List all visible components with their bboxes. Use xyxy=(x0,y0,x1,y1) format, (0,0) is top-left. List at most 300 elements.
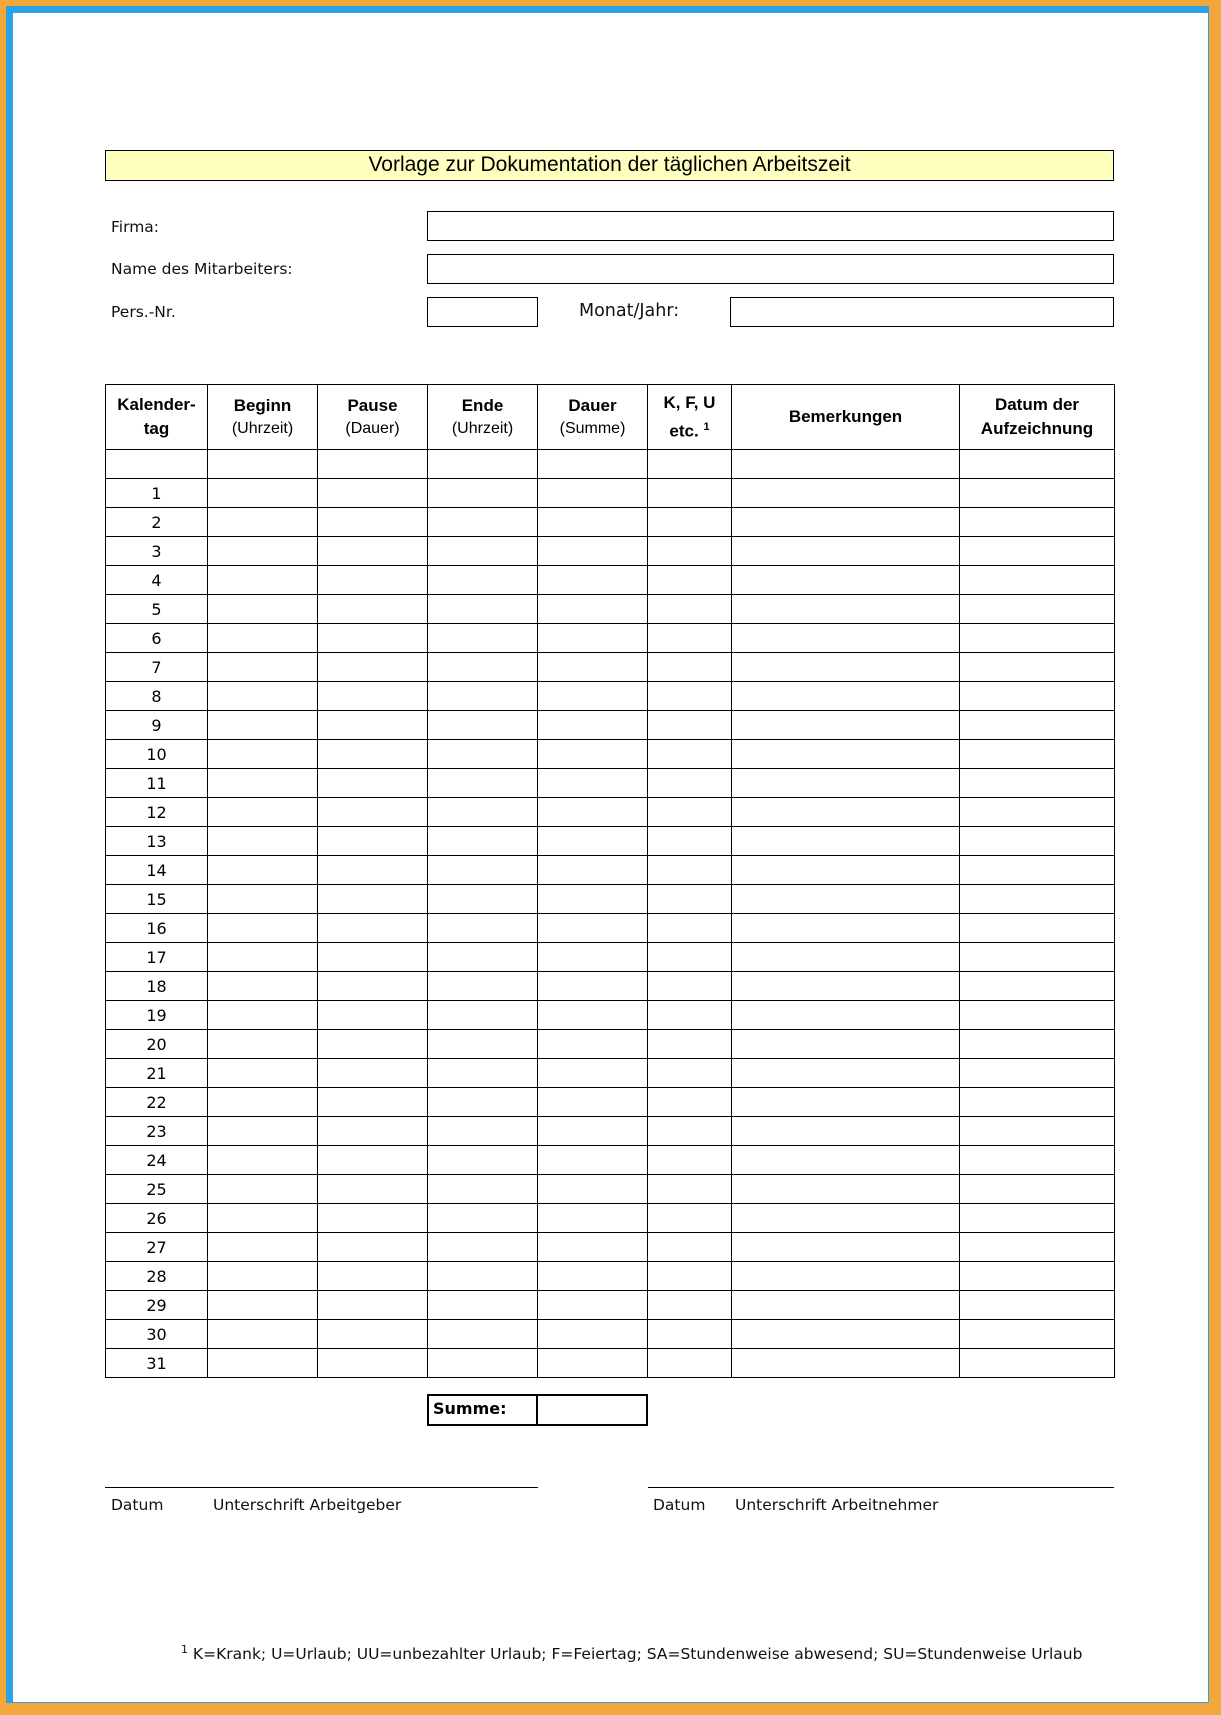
entry-cell[interactable] xyxy=(732,943,960,972)
header-dauer: Dauer (Summe) xyxy=(538,385,648,450)
entry-cell[interactable] xyxy=(648,1001,732,1030)
day-cell: 5 xyxy=(106,595,208,624)
entry-cell[interactable] xyxy=(538,566,648,595)
entry-cell[interactable] xyxy=(428,537,538,566)
entry-cell[interactable] xyxy=(318,1030,428,1059)
entry-cell[interactable] xyxy=(960,450,1115,479)
entry-cell[interactable] xyxy=(208,769,318,798)
entry-cell[interactable] xyxy=(428,856,538,885)
day-cell: 8 xyxy=(106,682,208,711)
entry-cell[interactable] xyxy=(318,653,428,682)
entry-cell[interactable] xyxy=(732,1117,960,1146)
day-cell: 31 xyxy=(106,1349,208,1378)
entry-cell[interactable] xyxy=(208,972,318,1001)
entry-cell[interactable] xyxy=(732,1233,960,1262)
day-cell: 3 xyxy=(106,537,208,566)
entry-cell[interactable] xyxy=(648,682,732,711)
entry-cell[interactable] xyxy=(318,479,428,508)
firma-field[interactable] xyxy=(427,211,1114,241)
entry-cell[interactable] xyxy=(428,914,538,943)
entry-cell[interactable] xyxy=(208,1349,318,1378)
entry-cell[interactable] xyxy=(648,1117,732,1146)
entry-cell[interactable] xyxy=(648,1233,732,1262)
entry-cell[interactable] xyxy=(428,1001,538,1030)
footnote-text: K=Krank; U=Urlaub; UU=unbezahlter Urlaub; F=Feiertag; SA=Stundenweise abwesend; SU=Stundenweise Urlaub xyxy=(188,1645,1083,1664)
entry-cell[interactable] xyxy=(318,1088,428,1117)
day-cell: 23 xyxy=(106,1117,208,1146)
day-cell xyxy=(106,450,208,479)
entry-cell[interactable] xyxy=(960,1117,1115,1146)
entry-cell[interactable] xyxy=(538,1030,648,1059)
table-row xyxy=(106,1030,1115,1059)
entry-cell[interactable] xyxy=(648,1059,732,1088)
entry-cell[interactable] xyxy=(538,1059,648,1088)
entry-cell[interactable] xyxy=(318,508,428,537)
entry-cell[interactable] xyxy=(208,624,318,653)
entry-cell[interactable] xyxy=(732,856,960,885)
entry-cell[interactable] xyxy=(648,537,732,566)
entry-cell[interactable] xyxy=(732,914,960,943)
entry-cell[interactable] xyxy=(538,1233,648,1262)
entry-cell[interactable] xyxy=(318,798,428,827)
day-cell: 2 xyxy=(106,508,208,537)
day-cell: 15 xyxy=(106,885,208,914)
table-row xyxy=(106,479,1115,508)
entry-cell[interactable] xyxy=(538,1088,648,1117)
header-datum-aufzeichnung: Datum der Aufzeichnung xyxy=(960,385,1115,450)
entry-cell[interactable] xyxy=(960,827,1115,856)
entry-cell[interactable] xyxy=(648,1204,732,1233)
entry-cell[interactable] xyxy=(732,1291,960,1320)
day-cell: 26 xyxy=(106,1204,208,1233)
entry-cell[interactable] xyxy=(538,1175,648,1204)
persnr-field[interactable] xyxy=(427,297,538,327)
table-row xyxy=(106,653,1115,682)
entry-cell[interactable] xyxy=(960,1059,1115,1088)
entry-cell[interactable] xyxy=(318,1146,428,1175)
day-cell: 11 xyxy=(106,769,208,798)
entry-cell[interactable] xyxy=(538,479,648,508)
entry-cell[interactable] xyxy=(318,1204,428,1233)
footnote-mark: 1 xyxy=(181,1643,188,1656)
header-kalendertag: Kalender- tag xyxy=(106,385,208,450)
employer-signature-label: Unterschrift Arbeitgeber xyxy=(213,1496,402,1514)
table-row xyxy=(106,1146,1115,1175)
table-row xyxy=(106,1291,1115,1320)
table-row xyxy=(106,711,1115,740)
entry-cell[interactable] xyxy=(318,1059,428,1088)
entry-cell[interactable] xyxy=(732,1175,960,1204)
entry-cell[interactable] xyxy=(648,769,732,798)
entry-cell[interactable] xyxy=(960,1146,1115,1175)
table-row xyxy=(106,537,1115,566)
entry-cell[interactable] xyxy=(318,885,428,914)
entry-cell[interactable] xyxy=(208,1175,318,1204)
day-cell: 12 xyxy=(106,798,208,827)
entry-cell[interactable] xyxy=(208,595,318,624)
table-row xyxy=(106,624,1115,653)
table-row xyxy=(106,1349,1115,1378)
entry-cell[interactable] xyxy=(208,479,318,508)
entry-cell[interactable] xyxy=(960,1233,1115,1262)
entry-cell[interactable] xyxy=(428,740,538,769)
employee-signature-label: Unterschrift Arbeitnehmer xyxy=(735,1496,939,1514)
table-header-row xyxy=(106,385,1115,450)
entry-cell[interactable] xyxy=(648,1320,732,1349)
entry-cell[interactable] xyxy=(732,508,960,537)
table-row xyxy=(106,914,1115,943)
entry-cell[interactable] xyxy=(732,479,960,508)
entry-cell[interactable] xyxy=(648,914,732,943)
employee-datum-label: Datum xyxy=(653,1496,706,1514)
entry-cell[interactable] xyxy=(648,856,732,885)
entry-cell[interactable] xyxy=(648,479,732,508)
table-row xyxy=(106,740,1115,769)
entry-cell[interactable] xyxy=(318,769,428,798)
entry-cell[interactable] xyxy=(732,450,960,479)
entry-cell[interactable] xyxy=(208,1117,318,1146)
entry-cell[interactable] xyxy=(960,769,1115,798)
day-cell: 21 xyxy=(106,1059,208,1088)
entry-cell[interactable] xyxy=(428,711,538,740)
day-cell: 29 xyxy=(106,1291,208,1320)
entry-cell[interactable] xyxy=(428,1117,538,1146)
entry-cell[interactable] xyxy=(208,1320,318,1349)
entry-cell[interactable] xyxy=(318,1320,428,1349)
entry-cell[interactable] xyxy=(208,508,318,537)
entry-cell[interactable] xyxy=(428,972,538,1001)
entry-cell[interactable] xyxy=(208,914,318,943)
summe-label: Summe: xyxy=(427,1394,538,1426)
entry-cell[interactable] xyxy=(318,856,428,885)
signature-line-employee xyxy=(648,1487,1114,1488)
entry-cell[interactable] xyxy=(648,1146,732,1175)
entry-cell[interactable] xyxy=(428,1262,538,1291)
entry-cell[interactable] xyxy=(960,682,1115,711)
entry-cell[interactable] xyxy=(538,537,648,566)
entry-cell[interactable] xyxy=(960,972,1115,1001)
entry-cell[interactable] xyxy=(318,1262,428,1291)
entry-cell[interactable] xyxy=(428,1146,538,1175)
table-row xyxy=(106,1175,1115,1204)
entry-cell[interactable] xyxy=(538,682,648,711)
entry-cell[interactable] xyxy=(732,1059,960,1088)
entry-cell[interactable] xyxy=(208,537,318,566)
entry-cell[interactable] xyxy=(318,1001,428,1030)
entry-cell[interactable] xyxy=(428,653,538,682)
day-cell: 20 xyxy=(106,1030,208,1059)
entry-cell[interactable] xyxy=(318,1233,428,1262)
entry-cell[interactable] xyxy=(318,972,428,1001)
entry-cell[interactable] xyxy=(538,624,648,653)
entry-cell[interactable] xyxy=(208,450,318,479)
entry-cell[interactable] xyxy=(960,1001,1115,1030)
entry-cell[interactable] xyxy=(538,943,648,972)
entry-cell[interactable] xyxy=(648,1349,732,1378)
entry-cell[interactable] xyxy=(538,914,648,943)
entry-cell[interactable] xyxy=(538,1320,648,1349)
entry-cell[interactable] xyxy=(208,1204,318,1233)
entry-cell[interactable] xyxy=(318,740,428,769)
entry-cell[interactable] xyxy=(428,943,538,972)
entry-cell[interactable] xyxy=(208,1030,318,1059)
day-cell: 9 xyxy=(106,711,208,740)
entry-cell[interactable] xyxy=(648,1088,732,1117)
entry-cell[interactable] xyxy=(960,595,1115,624)
entry-cell[interactable] xyxy=(538,1117,648,1146)
day-cell: 30 xyxy=(106,1320,208,1349)
entry-cell[interactable] xyxy=(538,1262,648,1291)
entry-cell[interactable] xyxy=(318,711,428,740)
entry-cell[interactable] xyxy=(208,1146,318,1175)
entry-cell[interactable] xyxy=(428,1349,538,1378)
entry-cell[interactable] xyxy=(208,653,318,682)
entry-cell[interactable] xyxy=(960,1320,1115,1349)
entry-cell[interactable] xyxy=(732,653,960,682)
entry-cell[interactable] xyxy=(732,1349,960,1378)
entry-cell[interactable] xyxy=(732,1204,960,1233)
entry-cell[interactable] xyxy=(538,711,648,740)
entry-cell[interactable] xyxy=(538,653,648,682)
day-cell: 22 xyxy=(106,1088,208,1117)
monat-label: Monat/Jahr: xyxy=(579,301,680,321)
entry-cell[interactable] xyxy=(960,1349,1115,1378)
entry-cell[interactable] xyxy=(960,914,1115,943)
entry-cell[interactable] xyxy=(208,1059,318,1088)
day-cell: 17 xyxy=(106,943,208,972)
entry-cell[interactable] xyxy=(960,798,1115,827)
entry-cell[interactable] xyxy=(538,769,648,798)
entry-cell[interactable] xyxy=(538,827,648,856)
entry-cell[interactable] xyxy=(208,943,318,972)
header-bemerkungen: Bemerkungen xyxy=(732,385,960,450)
entry-cell[interactable] xyxy=(732,1320,960,1349)
entry-cell[interactable] xyxy=(732,1001,960,1030)
table-row xyxy=(106,798,1115,827)
table-row xyxy=(106,1059,1115,1088)
entry-cell[interactable] xyxy=(648,740,732,769)
entry-cell[interactable] xyxy=(208,1001,318,1030)
entry-cell[interactable] xyxy=(538,740,648,769)
entry-cell[interactable] xyxy=(538,972,648,1001)
entry-cell[interactable] xyxy=(732,1146,960,1175)
persnr-label: Pers.-Nr. xyxy=(111,303,176,321)
day-cell: 24 xyxy=(106,1146,208,1175)
table-row xyxy=(106,972,1115,1001)
day-cell: 16 xyxy=(106,914,208,943)
entry-cell[interactable] xyxy=(960,943,1115,972)
entry-cell[interactable] xyxy=(648,653,732,682)
entry-cell[interactable] xyxy=(732,537,960,566)
entry-cell[interactable] xyxy=(960,1262,1115,1291)
entry-cell[interactable] xyxy=(428,566,538,595)
entry-cell[interactable] xyxy=(732,1030,960,1059)
entry-cell[interactable] xyxy=(732,740,960,769)
table-row xyxy=(106,1262,1115,1291)
entry-cell[interactable] xyxy=(538,508,648,537)
entry-cell[interactable] xyxy=(732,624,960,653)
entry-cell[interactable] xyxy=(428,769,538,798)
entry-cell[interactable] xyxy=(538,1349,648,1378)
entry-cell[interactable] xyxy=(538,856,648,885)
monat-field[interactable] xyxy=(730,297,1114,327)
entry-cell[interactable] xyxy=(208,682,318,711)
entry-cell[interactable] xyxy=(318,943,428,972)
entry-cell[interactable] xyxy=(960,1204,1115,1233)
entry-cell[interactable] xyxy=(208,798,318,827)
entry-cell[interactable] xyxy=(428,1059,538,1088)
entry-cell[interactable] xyxy=(648,972,732,1001)
entry-cell[interactable] xyxy=(208,856,318,885)
entry-cell[interactable] xyxy=(648,1291,732,1320)
name-label: Name des Mitarbeiters: xyxy=(111,260,293,278)
entry-cell[interactable] xyxy=(648,943,732,972)
employer-datum-label: Datum xyxy=(111,1496,164,1514)
entry-cell[interactable] xyxy=(648,711,732,740)
entry-cell[interactable] xyxy=(648,1030,732,1059)
entry-cell[interactable] xyxy=(208,1291,318,1320)
entry-cell[interactable] xyxy=(732,798,960,827)
entry-cell[interactable] xyxy=(732,682,960,711)
entry-cell[interactable] xyxy=(732,769,960,798)
entry-cell[interactable] xyxy=(960,624,1115,653)
entry-cell[interactable] xyxy=(538,595,648,624)
entry-cell[interactable] xyxy=(428,624,538,653)
entry-cell[interactable] xyxy=(960,653,1115,682)
day-cell: 14 xyxy=(106,856,208,885)
page-title: Vorlage zur Dokumentation der täglichen Arbeitszeit xyxy=(105,150,1114,181)
entry-cell[interactable] xyxy=(648,595,732,624)
entry-cell[interactable] xyxy=(318,1175,428,1204)
entry-cell[interactable] xyxy=(732,1088,960,1117)
entry-cell[interactable] xyxy=(732,595,960,624)
entry-cell[interactable] xyxy=(428,682,538,711)
entry-cell[interactable] xyxy=(648,827,732,856)
entry-cell[interactable] xyxy=(318,682,428,711)
entry-cell[interactable] xyxy=(648,566,732,595)
entry-cell[interactable] xyxy=(960,508,1115,537)
entry-cell[interactable] xyxy=(960,856,1115,885)
entry-cell[interactable] xyxy=(428,798,538,827)
entry-cell[interactable] xyxy=(208,1233,318,1262)
entry-cell[interactable] xyxy=(208,566,318,595)
entry-cell[interactable] xyxy=(208,711,318,740)
entry-cell[interactable] xyxy=(318,1117,428,1146)
table-row xyxy=(106,1320,1115,1349)
entry-cell[interactable] xyxy=(960,885,1115,914)
entry-cell[interactable] xyxy=(960,1175,1115,1204)
entry-cell[interactable] xyxy=(208,827,318,856)
table-row xyxy=(106,1204,1115,1233)
entry-cell[interactable] xyxy=(208,1088,318,1117)
entry-cell[interactable] xyxy=(538,1001,648,1030)
day-cell: 19 xyxy=(106,1001,208,1030)
entry-cell[interactable] xyxy=(732,711,960,740)
entry-cell[interactable] xyxy=(208,740,318,769)
entry-cell[interactable] xyxy=(318,537,428,566)
entry-cell[interactable] xyxy=(318,566,428,595)
entry-cell[interactable] xyxy=(318,595,428,624)
entry-cell[interactable] xyxy=(648,1175,732,1204)
entry-cell[interactable] xyxy=(538,1204,648,1233)
entry-cell[interactable] xyxy=(318,914,428,943)
entry-cell[interactable] xyxy=(648,1262,732,1291)
table-row xyxy=(106,682,1115,711)
document-page xyxy=(13,13,1208,1702)
entry-cell[interactable] xyxy=(960,1291,1115,1320)
entry-cell[interactable] xyxy=(538,885,648,914)
entry-cell[interactable] xyxy=(428,1175,538,1204)
entry-cell[interactable] xyxy=(648,885,732,914)
day-cell: 13 xyxy=(106,827,208,856)
entry-cell[interactable] xyxy=(208,885,318,914)
time-table xyxy=(105,384,1115,1378)
entry-cell[interactable] xyxy=(538,798,648,827)
entry-cell[interactable] xyxy=(648,450,732,479)
entry-cell[interactable] xyxy=(960,711,1115,740)
entry-cell[interactable] xyxy=(428,1088,538,1117)
entry-cell[interactable] xyxy=(208,1262,318,1291)
summe-value-field[interactable] xyxy=(538,1394,648,1426)
entry-cell[interactable] xyxy=(732,827,960,856)
entry-cell[interactable] xyxy=(428,1291,538,1320)
entry-cell[interactable] xyxy=(428,450,538,479)
entry-cell[interactable] xyxy=(318,1291,428,1320)
day-cell: 25 xyxy=(106,1175,208,1204)
entry-cell[interactable] xyxy=(960,566,1115,595)
table-row xyxy=(106,450,1115,479)
table-row xyxy=(106,856,1115,885)
entry-cell[interactable] xyxy=(428,1233,538,1262)
entry-cell[interactable] xyxy=(428,479,538,508)
entry-cell[interactable] xyxy=(732,972,960,1001)
entry-cell[interactable] xyxy=(428,1320,538,1349)
entry-cell[interactable] xyxy=(960,537,1115,566)
footnote xyxy=(181,1643,1082,1663)
entry-cell[interactable] xyxy=(538,1146,648,1175)
entry-cell[interactable] xyxy=(318,450,428,479)
entry-cell[interactable] xyxy=(428,1204,538,1233)
table-row xyxy=(106,943,1115,972)
entry-cell[interactable] xyxy=(960,740,1115,769)
entry-cell[interactable] xyxy=(960,1088,1115,1117)
header-kfu: K, F, U etc. $^1$ xyxy=(648,385,732,450)
entry-cell[interactable] xyxy=(648,624,732,653)
entry-cell[interactable] xyxy=(960,479,1115,508)
entry-cell[interactable] xyxy=(428,827,538,856)
entry-cell[interactable] xyxy=(732,1262,960,1291)
entry-cell[interactable] xyxy=(732,566,960,595)
entry-cell[interactable] xyxy=(538,450,648,479)
entry-cell[interactable] xyxy=(318,1349,428,1378)
entry-cell[interactable] xyxy=(318,624,428,653)
entry-cell[interactable] xyxy=(428,508,538,537)
name-field[interactable] xyxy=(427,254,1114,284)
day-cell: 28 xyxy=(106,1262,208,1291)
entry-cell[interactable] xyxy=(732,885,960,914)
entry-cell[interactable] xyxy=(538,1291,648,1320)
table-row xyxy=(106,769,1115,798)
entry-cell[interactable] xyxy=(428,595,538,624)
entry-cell[interactable] xyxy=(428,885,538,914)
entry-cell[interactable] xyxy=(960,1030,1115,1059)
entry-cell[interactable] xyxy=(648,508,732,537)
entry-cell[interactable] xyxy=(428,1030,538,1059)
table-row xyxy=(106,1233,1115,1262)
entry-cell[interactable] xyxy=(318,827,428,856)
entry-cell[interactable] xyxy=(648,798,732,827)
day-cell: 18 xyxy=(106,972,208,1001)
